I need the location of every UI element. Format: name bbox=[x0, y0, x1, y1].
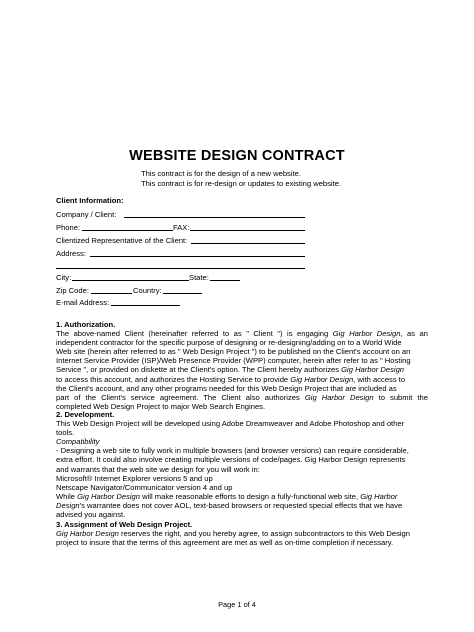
section-2-line: Design's warrantee does not cover AOL, text-based browsers or requested special effects that we have bbox=[56, 500, 403, 510]
section-1-line: the Client's account, and any other programs needed for this Web Design Project that are included as bbox=[56, 383, 397, 393]
section-1-line: Service ", or provided on diskette at the Client's option. The Client hereby authorizes Gig Harbor Design bbox=[56, 365, 405, 375]
section-3-line: Gig Harbor Design reserves the right, and you hereby agree, to assign subcontractors to this Web Design bbox=[56, 529, 411, 539]
section-2-line: and warrants that the web site we design for you will work in: bbox=[56, 464, 260, 474]
section-2-line: tools. bbox=[56, 428, 75, 438]
section-2-line: extra effort. It could also involve creating multiple versions of code/pages. Gig Harbor Design represents bbox=[56, 455, 406, 465]
client-info-heading: Client Information: bbox=[56, 196, 124, 205]
section-2-line: While Gig Harbor Design will make reasonable efforts to design a fully-functional web site, Gig Harbor bbox=[56, 491, 398, 501]
section-1-line: Internet Service Provider (ISP)/Web Presence Provider (WPP) computer, herein after refer to as " Hosting bbox=[56, 356, 411, 366]
city-label: City: bbox=[56, 273, 72, 282]
section-2-line: Netscape Navigator/Communicator version 4 and up bbox=[56, 482, 233, 492]
section-3-line: project to insure that the terms of this agreement are met as well as on-time completion if necessary. bbox=[56, 538, 394, 548]
country-label: Country: bbox=[133, 286, 162, 295]
section-assignment bbox=[56, 520, 428, 547]
section-development bbox=[56, 410, 428, 519]
section-3-heading: 3. Assignment of Web Design Project. bbox=[56, 520, 193, 529]
section-2-line: Microsoft® Internet Explorer versions 5 and up bbox=[56, 473, 213, 483]
state-field[interactable] bbox=[210, 280, 240, 281]
section-1-heading: 1. Authorization. bbox=[56, 320, 116, 329]
section-2-line: - Designing a web site to fully work in multiple browsers (and browser versions) can require considerable, bbox=[56, 446, 409, 456]
email-field[interactable] bbox=[111, 305, 180, 306]
representative-label: Clientized Representative of the Client: bbox=[56, 236, 188, 245]
section-2-line: advised you against. bbox=[56, 510, 126, 520]
representative-field[interactable] bbox=[191, 243, 305, 244]
section-2-subheading: Compatibility bbox=[56, 437, 100, 447]
option-new-website: This contract is for the design of a new website. bbox=[141, 169, 301, 178]
fax-label: FAX: bbox=[173, 223, 190, 232]
section-2-line: This Web Design Project will be developed using Adobe Dreamweaver and Adobe Photoshop and other bbox=[56, 419, 405, 429]
section-1-line: to access this account, and authorizes the Hosting Service to provide Gig Harbor Design, with access to bbox=[56, 374, 406, 384]
option-redesign: This contract is for re-design or updates to existing website. bbox=[141, 179, 342, 188]
address-field-2[interactable] bbox=[56, 268, 305, 269]
fax-field[interactable] bbox=[190, 230, 305, 231]
state-label: State: bbox=[189, 273, 209, 282]
email-label: E-mail Address: bbox=[56, 298, 110, 307]
section-1-line: part of the Client's service agreement. The Client also authorizes Gig Harbor Design to submit the bbox=[56, 392, 429, 402]
page-number: Page 1 of 4 bbox=[218, 600, 256, 609]
section-1-line: The above-named Client (hereinafter referred to as " Client ") is engaging Gig Harbor Design, as an bbox=[56, 329, 429, 339]
address-field-1[interactable] bbox=[90, 256, 305, 257]
zip-label: Zip Code: bbox=[56, 286, 89, 295]
section-1-line: Web site (herein after referred to as " Web Design Project ") to be published on the Client's account on an bbox=[56, 347, 411, 357]
address-label: Address: bbox=[56, 249, 86, 258]
zip-field[interactable] bbox=[91, 293, 132, 294]
phone-label: Phone: bbox=[56, 223, 81, 232]
section-1-line: independent contractor for the specific purpose of designing or re-designing/adding on to a World Wide bbox=[56, 338, 402, 348]
document-title: WEBSITE DESIGN CONTRACT bbox=[129, 148, 345, 164]
phone-field[interactable] bbox=[82, 230, 173, 231]
section-1-line: completed Web Design Project to major Web Search Engines. bbox=[56, 401, 266, 411]
section-2-heading: 2. Development. bbox=[56, 410, 115, 419]
city-field[interactable] bbox=[72, 280, 189, 281]
company-field[interactable] bbox=[124, 217, 305, 218]
section-authorization bbox=[56, 320, 428, 411]
company-label: Company / Client: bbox=[56, 210, 117, 219]
country-field[interactable] bbox=[163, 293, 202, 294]
